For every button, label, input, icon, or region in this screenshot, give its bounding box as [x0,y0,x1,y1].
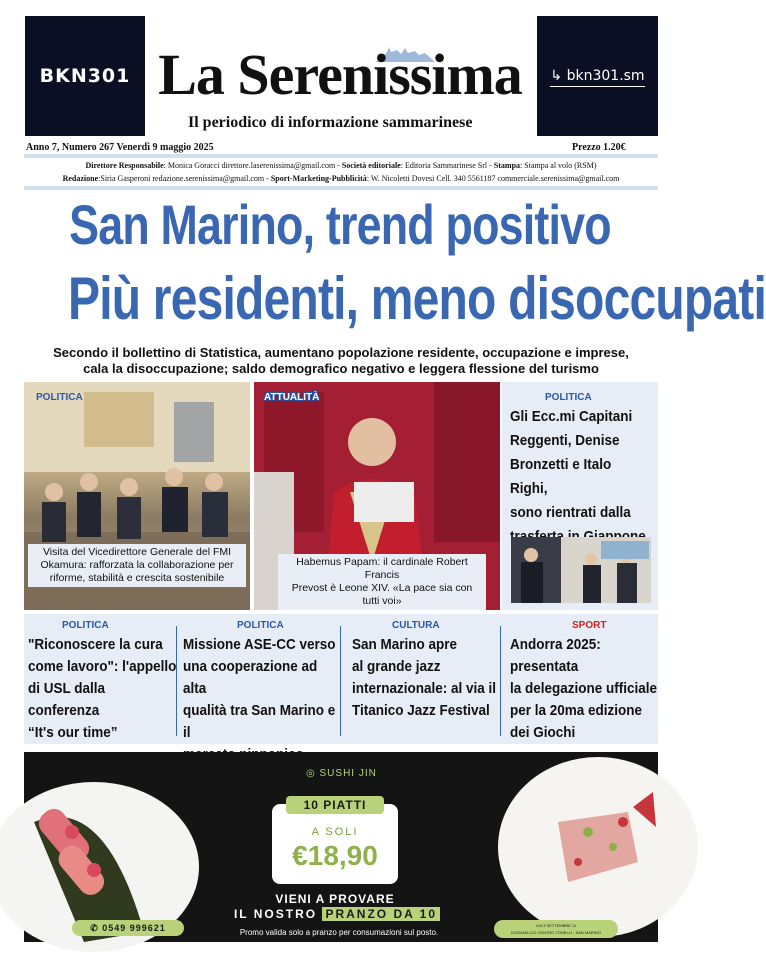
column-divider [500,626,501,736]
story-usl[interactable]: "Riconoscere la cura come lavoro": l'appello di USL dalla conferenza “It's our time” [28,636,177,741]
cta-line-1: VIENI A PROVARE [275,892,395,906]
sushi-jin-logo: ◎ SUSHI JIN [306,768,377,779]
phone-icon: ✆ [90,923,99,933]
sushi-icon: ◎ [306,768,316,779]
sushi-dish-image-left [24,752,224,942]
issue-info: Anno 7, Numero 267 Venerdì 9 maggio 2025 [26,142,214,153]
divider [24,154,658,158]
left-ad-box[interactable] [25,16,145,136]
tag-politica: POLITICA [36,392,83,403]
masthead-subtitle: Il periodico di informazione sammarinese [188,114,473,131]
cta-line-2: IL NOSTRO PRANZO DA 10 [214,907,460,921]
regents-image [511,537,651,603]
offer-title: 10 PIATTI [286,796,384,814]
column-divider [340,626,341,736]
main-headline-line-1[interactable]: San Marino, trend positivo [69,193,611,256]
story-photo-regents[interactable] [511,537,651,603]
story-andorra[interactable]: Andorra 2025: presentata la delegazione ufficiale per la 20ma edizione dei Giochi [510,636,658,741]
credits-line-1: Direttore Responsabile: Monica Goracci direttore.laserenissima@gmail.com - Società editoriale: Editoria Sammarinese Srl - Stampa: Stampa al volo (RSM) [85,161,597,170]
story-regents-title[interactable]: Gli Ecc.mi Capitani Reggenti, Denise Bronzetti e Italo Righi, sono rientrati dalla [510,408,633,521]
main-subheadline: Secondo il bollettino di Statistica, aumentano popolazione residente, occupazione e imprese, cala la disoccupazione; saldo demografico negativo e leggera flessione del turismo [53,345,629,376]
address-badge: VIA 3 SETTEMBRE 11 DOGANA C/O CENTRO TONELLI - SAN MARINO [494,920,618,938]
caption-fmi[interactable]: Visita del Vicedirettore Generale del FMI Okamura: rafforzata la collaborazione per riforme, stabilità e crescita sostenibile [28,544,246,587]
tag-politica: POLITICA [237,620,284,631]
offer-price: €18,90 [292,840,378,871]
credits-line-2: Redazione:Siria Gasperoni redazione.serenissima@gmail.com - Sport-Marketing-Pubblicità: W. Nicoletti Dovesi Cell. 340 5561187 commerciale.serenissima@gmail.com [62,174,620,183]
masthead-title: La Serenissima [158,42,522,107]
ad-footnote: Promo valida solo a pranzo per consumazioni sul posto. [239,928,439,937]
sushi-dish-image-right [488,752,658,942]
main-headline-line-2[interactable]: Più residenti, meno disoccupati [68,265,766,332]
caption-pope[interactable]: Habemus Papam: il cardinale Robert Francis Prevost è Leone XIV. «La pace sia con tutti voi» [278,554,486,610]
story-ase-cc[interactable]: Missione ASE-CC verso una cooperazione ad alta qualità tra San Marino e il [183,636,336,741]
tag-sport: SPORT [572,620,607,631]
price: Prezzo 1.20€ [572,142,626,153]
bkn301-logo: BKN301 [39,65,131,87]
tag-cultura: CULTURA [392,620,440,631]
staff-credits [24,159,658,185]
tag-politica: POLITICA [62,620,109,631]
divider [24,186,658,190]
right-ad-box[interactable] [537,16,658,136]
bkn301-domain-logo: ↳ bkn301.sm [550,68,644,84]
tag-attualita: ATTUALITÀ [264,392,320,403]
tag-politica: POLITICA [545,392,592,403]
story-jazz[interactable]: San Marino apre al grande jazz internazionale: al via il Titanico Jazz Festival [352,636,497,719]
column-divider [176,626,177,736]
sushi-advertisement[interactable] [24,752,658,942]
phone-badge[interactable]: ✆ 0549 999621 [72,920,184,936]
offer-prefix: A SOLI [311,826,359,838]
